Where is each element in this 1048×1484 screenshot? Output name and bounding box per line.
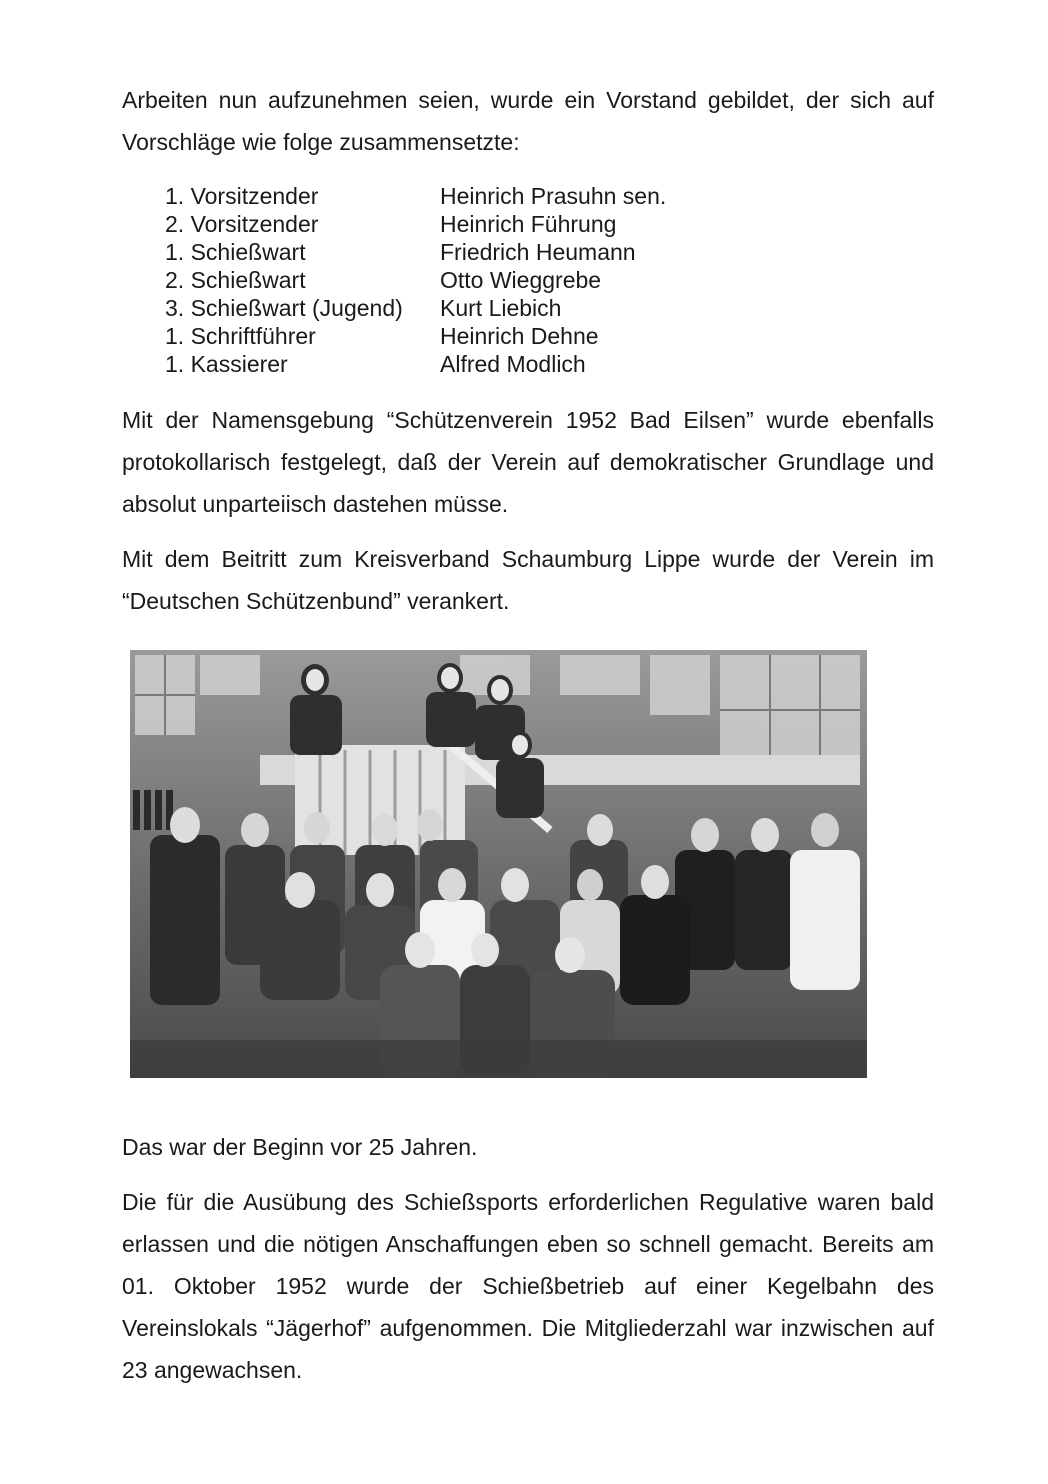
board-role: 2. Vorsitzender [165,211,319,237]
board-member: Friedrich Heumann [440,239,636,265]
board-member: Otto Wieggrebe [440,267,602,293]
board-row [165,294,666,322]
membership-paragraph: Mit dem Beitritt zum Kreisverband Schaumburg Lippe wurde der Verein im “Deutschen Schützenbund” verankert. [122,546,934,614]
board-member: Heinrich Dehne [440,323,599,349]
board-role: 1. Kassierer [165,351,288,377]
board-row [165,238,666,266]
board-role: 1. Schriftführer [165,323,316,349]
naming-paragraph: Mit der Namensgebung “Schützenverein 1952 Bad Eilsen” wurde ebenfalls protokollarisch festgelegt, daß der Verein auf demokratischer Grundlage und absolut unparteiisch dastehen müsse. [122,407,934,517]
board-row [165,182,666,210]
board-member: Heinrich Führung [440,211,617,237]
beginning-paragraph: Das war der Beginn vor 25 Jahren. [122,1134,478,1160]
board-member: Kurt Liebich [440,295,562,321]
board-member: Alfred Modlich [440,351,586,377]
board-row [165,322,666,350]
board-row [165,350,666,378]
board-list [165,182,666,378]
shooting-paragraph: Die für die Ausübung des Schießsports erforderlichen Regulative waren bald erlassen und die nötigen Anschaffungen eben so schnell gemacht. Bereits am 01. Oktober 1952 wurde der Schießbetrieb auf einer Kegelbahn des Vereinslokals “Jägerhof” aufgenommen. Die Mitgliederzahl war inzwischen auf 23 angewachsen. [122,1189,934,1383]
board-role: 1. Vorsitzender [165,183,319,209]
board-row [165,210,666,238]
board-row [165,266,666,294]
board-role: 1. Schießwart [165,239,306,265]
board-role: 3. Schießwart (Jugend) [165,295,403,321]
group-photo [130,650,867,1078]
intro-paragraph: Arbeiten nun aufzunehmen seien, wurde ein Vorstand gebildet, der sich auf Vorschläge wie folge zusammensetzte: [122,87,934,155]
board-role: 2. Schießwart [165,267,306,293]
board-member: Heinrich Prasuhn sen. [440,183,667,209]
